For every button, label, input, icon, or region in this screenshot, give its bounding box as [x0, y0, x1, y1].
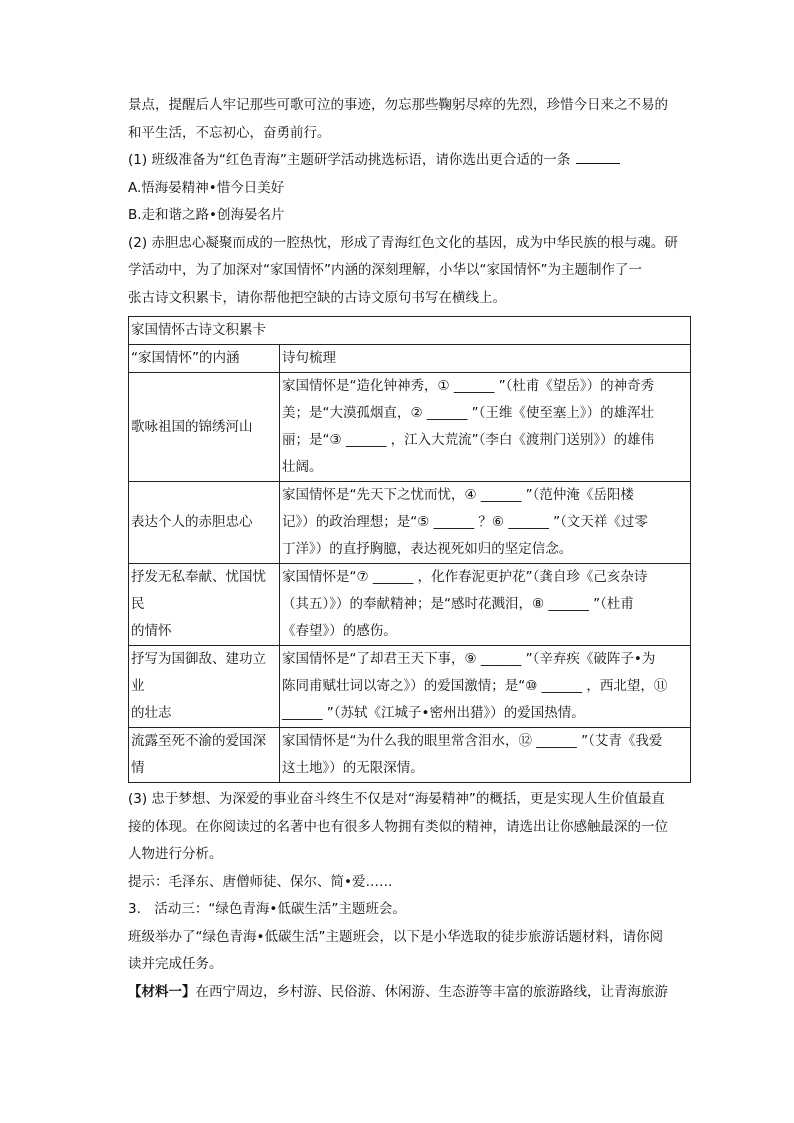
theme-line: 抒发无私奉献、忧国忧民 [131, 569, 266, 612]
table-row [129, 728, 691, 783]
row-1-verses [280, 373, 691, 482]
question-1-prompt [128, 147, 696, 175]
question-3-line-2: 接的体现。在你阅读过的名著中也有很多人物拥有类似的精神，请选出让你感触最深的一位 [128, 818, 668, 835]
verse-line: 家国情怀是“为什么我的眼里常含泪水，⑫ ______ ”（艾青《我爱 [282, 733, 663, 749]
table-title: 家国情怀古诗文积累卡 [129, 317, 691, 345]
theme-line: 抒写为国御敌、建功立业 [131, 651, 266, 694]
theme-line: 表达个人的赤胆忠心 [131, 514, 253, 530]
table-row [129, 646, 691, 728]
verse-line: 《春望》）的感伤。 [282, 623, 397, 639]
intro-line-1: 景点，提醒后人牢记那些可歌可泣的事迹，勿忘那些鞠躬尽瘁的先烈，珍惜今日来之不易的 [128, 97, 668, 113]
table-row [129, 482, 691, 564]
table-header-row [129, 345, 691, 373]
question-3-line-1: (3) 忠于梦想、为深爱的事业奋斗终生不仅是对“海晏精神”的概括，更是实现人生价值最直 [128, 791, 665, 807]
verse-line: 家国情怀是“⑦ ______ ，化作春泥更护花”（龚自珍《己亥杂诗 [282, 569, 648, 585]
table-row [129, 564, 691, 646]
theme-line: 歌咏祖国的锦绣河山 [131, 418, 253, 435]
row-4-verses [280, 646, 691, 728]
activity-3-heading: 3. 活动三：“绿色青海•低碳生活”主题班会。 [128, 901, 406, 917]
row-2-theme [129, 482, 280, 564]
theme-line: 的壮志 [131, 705, 172, 721]
activity-3-line-1: 班级举办了“绿色青海•低碳生活”主题班会，以下是小华选取的徒步旅游话题材料，请你阅 [128, 928, 663, 945]
verse-line: 家国情怀是“先天下之忧而忧，④ ______ ”（范仲淹《岳阳楼 [282, 487, 634, 503]
row-4-theme [129, 646, 280, 728]
question-2-line-1: (2) 赤胆忠心凝聚而成的一腔热忱，形成了青海红色文化的基因，成为中华民族的根与魂。研 [128, 234, 678, 251]
intro-line-2: 和平生活，不忘初心，奋勇前行。 [128, 124, 331, 141]
option-b: B.走和谐之路•创海晏名片 [128, 207, 285, 223]
document-page [128, 92, 696, 1006]
verse-line: 丽；是“③ ______ ，江入大荒流”（李白《渡荆门送别》）的雄伟 [282, 432, 655, 448]
material-1-text: 在西宁周边，乡村游、民俗游、休闲游、生态游等丰富的旅游路线，让青海旅游 [195, 983, 668, 1000]
table-title-row [129, 317, 691, 345]
verse-line: 家国情怀是“造化钟神秀，① ______ ”（杜甫《望岳》）的神奇秀 [282, 378, 655, 394]
material-1-line [128, 979, 696, 1007]
row-5-verses [280, 728, 691, 783]
option-a: A.悟海晏精神•惜今日美好 [128, 179, 285, 196]
question-3-hint: 提示：毛泽东、唐僧师徒、保尔、简•爱…… [128, 873, 393, 890]
verse-line: 美；是“大漠孤烟直，② ______ ”（王维《使至塞上》）的雄浑壮 [282, 405, 655, 421]
material-1-label: 【材料一】 [128, 983, 196, 1000]
verse-line: 壮阔。 [282, 459, 323, 475]
verse-line: 家国情怀是“了却君王天下事，⑨ ______ ”（辛弃疾《破阵子•为 [282, 651, 656, 667]
verse-line: ______ ”（苏轼《江城子•密州出猎》）的爱国热情。 [282, 705, 585, 721]
answer-blank [576, 151, 620, 164]
verse-line: 这土地》）的无限深情。 [282, 760, 424, 776]
verse-line: 记》）的政治理想；是“⑤ ______ ？⑥ ______ ”（文天祥《过零 [282, 514, 648, 530]
theme-line: 情 [131, 760, 145, 776]
theme-line: 流露至死不渝的爱国深 [131, 733, 266, 749]
verse-line: 陈同甫赋壮词以寄之》）的爱国激情；是“⑩ ______ ，西北望，⑪ [282, 678, 668, 694]
verse-line: 丁洋》）的直抒胸臆，表达视死如归的坚定信念。 [282, 541, 573, 557]
header-verses: 诗句梳理 [280, 345, 691, 373]
row-2-verses [280, 482, 691, 564]
header-connotation: “家国情怀”的内涵 [129, 345, 280, 373]
question-3-line-3: 人物进行分析。 [128, 846, 223, 862]
activity-3-line-2: 读并完成任务。 [128, 956, 223, 972]
question-2-line-2: 学活动中，为了加深对“家国情怀”内涵的深刻理解，小华以“家国情怀”为主题制作了一 [128, 262, 642, 278]
question-2-line-3: 张古诗文积累卡，请你帮他把空缺的古诗文原句书写在横线上。 [128, 289, 506, 306]
verse-line: （其五）》）的奉献精神；是“感时花溅泪，⑧ ______ ”（杜甫 [282, 596, 634, 612]
table-row [129, 373, 691, 482]
question-1-text: (1) 班级准备为“红色青海”主题研学活动挑选标语，请你选出更合适的一条 [128, 152, 571, 168]
poetry-card-table [128, 316, 691, 783]
row-3-theme [129, 564, 280, 646]
theme-line: 的情怀 [131, 623, 172, 639]
row-1-theme [129, 373, 280, 482]
row-3-verses [280, 564, 691, 646]
row-5-theme [129, 728, 280, 783]
